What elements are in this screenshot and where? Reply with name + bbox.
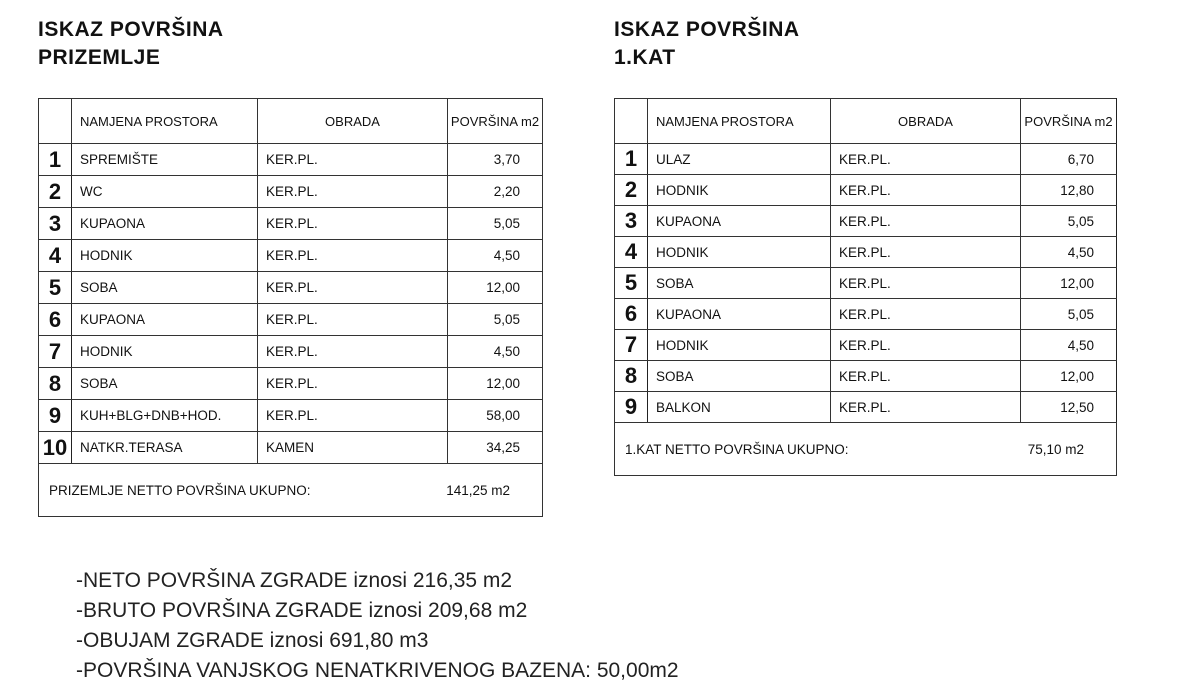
room-finish: KER.PL. [831,330,1021,361]
header-area: POVRŠINA m2 [448,99,543,144]
row-number: 1 [615,144,648,175]
left-title-line1: ISKAZ POVRŠINA [38,18,224,41]
room-finish: KER.PL. [831,206,1021,237]
summary-pool-area: -POVRŠINA VANJSKOG NENATKRIVENOG BAZENA: 50,00m2 [76,659,679,682]
room-name: SOBA [648,361,831,392]
room-name: SOBA [648,268,831,299]
row-number: 4 [615,237,648,268]
table-row [615,175,1117,206]
room-area: 6,70 [1021,144,1117,175]
table-row [39,368,543,400]
room-finish: KER.PL. [831,268,1021,299]
room-area: 4,50 [448,336,543,368]
room-name: HODNIK [72,336,258,368]
total-value: 141,25 m2 [446,482,510,498]
room-area: 5,05 [1021,299,1117,330]
total-value: 75,10 m2 [1027,441,1084,457]
table-header-row [39,99,543,144]
room-finish: KER.PL. [258,208,448,240]
table-row [615,361,1117,392]
room-finish: KER.PL. [831,175,1021,206]
right-title-line1: ISKAZ POVRŠINA [614,18,800,41]
table-header-row [615,99,1117,144]
header-name: NAMJENA PROSTORA [72,99,258,144]
room-area: 12,00 [1021,361,1117,392]
room-area: 4,50 [448,240,543,272]
room-area: 12,50 [1021,392,1117,423]
table-row [39,304,543,336]
header-name: NAMJENA PROSTORA [648,99,831,144]
row-number: 3 [39,208,72,240]
room-name: SOBA [72,272,258,304]
room-area: 58,00 [448,400,543,432]
room-name: HODNIK [648,330,831,361]
summary-gross-area: -BRUTO POVRŠINA ZGRADE iznosi 209,68 m2 [76,599,528,622]
room-name: HODNIK [648,237,831,268]
table-row [615,330,1117,361]
total-row [615,423,1117,476]
table-row [39,144,543,176]
room-area: 2,20 [448,176,543,208]
room-area: 12,80 [1021,175,1117,206]
table-row [615,206,1117,237]
row-number: 5 [39,272,72,304]
total-label: 1.KAT NETTO POVRŠINA UKUPNO: [625,441,849,457]
table-row [39,240,543,272]
room-finish: KER.PL. [831,392,1021,423]
room-name: BALKON [648,392,831,423]
table-row [39,336,543,368]
header-num [39,99,72,144]
row-number: 7 [615,330,648,361]
row-number: 3 [615,206,648,237]
room-name: KUH+BLG+DNB+HOD. [72,400,258,432]
room-finish: KER.PL. [831,299,1021,330]
room-name: WC [72,176,258,208]
table-row [615,268,1117,299]
room-name: KUPAONA [648,299,831,330]
table-row [615,299,1117,330]
row-number: 10 [39,432,72,464]
room-area: 5,05 [448,304,543,336]
row-number: 9 [615,392,648,423]
room-finish: KER.PL. [258,336,448,368]
room-name: KUPAONA [648,206,831,237]
room-area: 12,00 [1021,268,1117,299]
row-number: 2 [39,176,72,208]
room-area: 5,05 [1021,206,1117,237]
total-cell [615,423,1117,476]
room-area: 4,50 [1021,237,1117,268]
row-number: 6 [39,304,72,336]
room-finish: KER.PL. [258,240,448,272]
row-number: 5 [615,268,648,299]
table-row [615,237,1117,268]
room-finish: KER.PL. [258,272,448,304]
room-finish: KER.PL. [258,400,448,432]
room-finish: KER.PL. [258,368,448,400]
table-row [39,176,543,208]
room-area: 4,50 [1021,330,1117,361]
first-floor-area-table [614,98,1117,476]
room-name: HODNIK [648,175,831,206]
right-title-line2: 1.KAT [614,46,676,69]
room-finish: KER.PL. [831,237,1021,268]
table-row [615,144,1117,175]
room-finish: KER.PL. [831,144,1021,175]
room-finish: KER.PL. [831,361,1021,392]
header-finish: OBRADA [258,99,448,144]
row-number: 8 [39,368,72,400]
table-row [39,208,543,240]
room-name: SPREMIŠTE [72,144,258,176]
left-section-title [38,16,224,72]
header-area: POVRŠINA m2 [1021,99,1117,144]
total-cell [39,464,543,517]
room-area: 34,25 [448,432,543,464]
ground-floor-area-table [38,98,543,517]
room-area: 12,00 [448,368,543,400]
room-area: 12,00 [448,272,543,304]
room-name: KUPAONA [72,208,258,240]
total-label: PRIZEMLJE NETTO POVRŠINA UKUPNO: [49,482,311,498]
room-finish: KER.PL. [258,176,448,208]
room-finish: KAMEN [258,432,448,464]
row-number: 4 [39,240,72,272]
right-section-title [614,16,800,72]
left-title-line2: PRIZEMLJE [38,46,161,69]
total-row [39,464,543,517]
summary-net-area: -NETO POVRŠINA ZGRADE iznosi 216,35 m2 [76,569,513,592]
table-row [39,400,543,432]
room-finish: KER.PL. [258,144,448,176]
table-row [39,272,543,304]
room-name: KUPAONA [72,304,258,336]
room-name: HODNIK [72,240,258,272]
room-area: 3,70 [448,144,543,176]
row-number: 6 [615,299,648,330]
summary-volume: -OBUJAM ZGRADE iznosi 691,80 m3 [76,629,429,652]
row-number: 7 [39,336,72,368]
building-summary [76,566,679,686]
row-number: 9 [39,400,72,432]
room-area: 5,05 [448,208,543,240]
room-name: SOBA [72,368,258,400]
table-row [39,432,543,464]
header-num [615,99,648,144]
table-row [615,392,1117,423]
header-finish: OBRADA [831,99,1021,144]
room-name: NATKR.TERASA [72,432,258,464]
row-number: 8 [615,361,648,392]
room-name: ULAZ [648,144,831,175]
room-finish: KER.PL. [258,304,448,336]
row-number: 2 [615,175,648,206]
row-number: 1 [39,144,72,176]
